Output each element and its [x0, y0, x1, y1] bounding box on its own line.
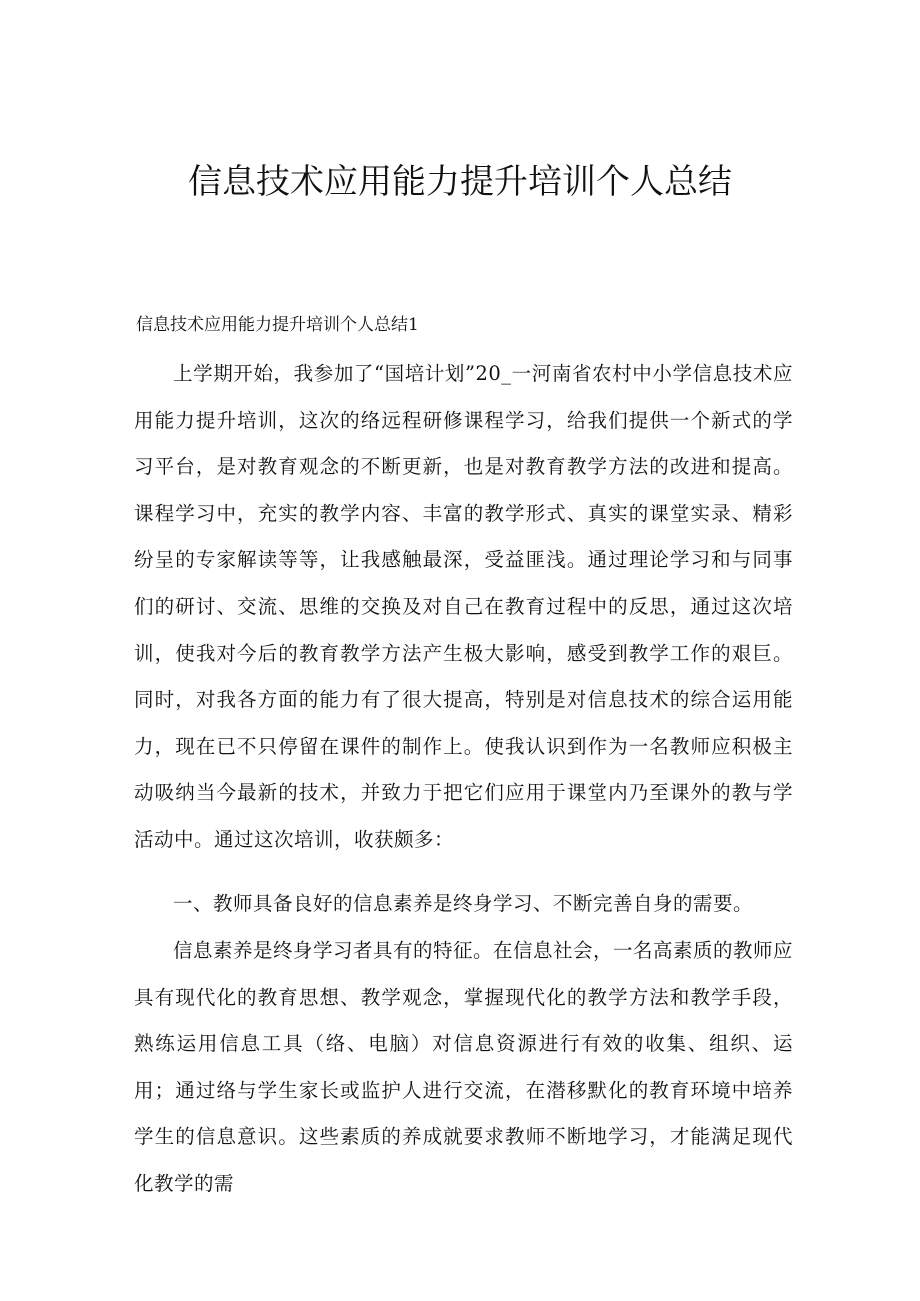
section-heading: 信息技术应用能力提升培训个人总结1: [136, 315, 419, 335]
document-title: 信息技术应用能力提升培训个人总结: [188, 162, 732, 202]
paragraph-information-literacy: 信息素养是终身学习者具有的特征。在信息社会，一名高素质的教师应具有现代化的教育思想、教学观念，掌握现代化的教学方法和教学手段，熟练运用信息工具（络、电脑）对信息资源进行有效的收集、组织、运用；通过络与学生家长或监护人进行交流，在潜移默化的教育环境中培养学生的信息意识。这些素质的养成就要求教师不断地学习，才能满足现代化教学的需: [134, 939, 793, 1195]
paragraph-intro: 上学期开始，我参加了“国培计划”20_一河南省农村中小学信息技术应用能力提升培训，这次的络远程研修课程学习，给我们提供一个新式的学习平台，是对教育观念的不断更新，也是对教育教学方法的改进和提高。课程学习中，充实的教学内容、丰富的教学形式、真实的课堂实录、精彩纷呈的专家解读等等，让我感触最深，受益匪浅。通过理论学习和与同事们的研讨、交流、思维的交换及对自己在教育过程中的反思，通过这次培训，使我对今后的教育教学方法产生极大影响，感受到教学工作的艰巨。同时，对我各方面的能力有了很大提高，特别是对信息技术的综合运用能力，现在已不只停留在课件的制作上。使我认识到作为一名教师应积极主动吸纳当今最新的技术，并致力于把它们应用于课堂内乃至课外的教与学活动中。通过这次培训，收获颇多：: [134, 362, 793, 851]
paragraph-point-one: 一、教师具备良好的信息素养是终身学习、不断完善自身的需要。: [173, 892, 754, 915]
